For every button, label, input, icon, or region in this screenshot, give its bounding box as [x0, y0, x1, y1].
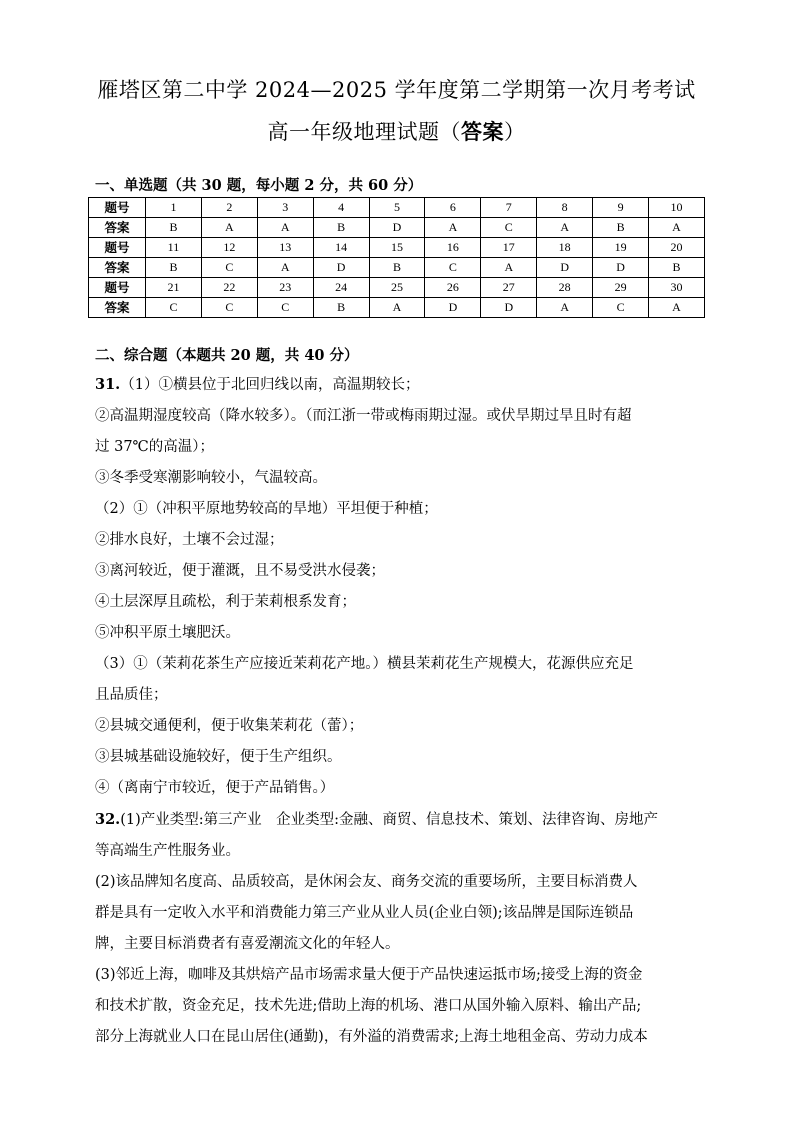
question-number-label-cell: 题号	[89, 198, 146, 218]
question-number-cell: 28	[537, 278, 593, 298]
question-number-cell: 29	[593, 278, 649, 298]
answer-cell: A	[481, 258, 537, 278]
q31-line: ②县城交通便利，便于收集茉莉花（蕾）；	[95, 718, 364, 734]
question-number-cell: 19	[593, 238, 649, 258]
question-number-cell: 5	[369, 198, 425, 218]
section2-heading: 二、综合题（本题共 20 题，共 40 分）	[95, 347, 359, 364]
answer-cell: A	[257, 218, 313, 238]
q32-number: 32.	[95, 811, 121, 828]
answer-cell: C	[257, 298, 313, 318]
q31-line: ⑤冲积平原土壤肥沃。	[95, 625, 240, 641]
question-number-cell: 25	[369, 278, 425, 298]
answer-cell: A	[369, 298, 425, 318]
answer-cell: A	[201, 218, 257, 238]
q31-line: ④（离南宁市较近，便于产品销售。）	[95, 780, 335, 796]
question-number-label-cell: 题号	[89, 278, 146, 298]
q32-line: 和技术扩散，资金充足，技术先进;借助上海的机场、港口从国外输入原料、输出产品;	[95, 998, 642, 1014]
q31-number: 31.	[95, 376, 121, 393]
answer-cell: D	[593, 258, 649, 278]
question-number-cell: 18	[537, 238, 593, 258]
question-number-cell: 26	[425, 278, 481, 298]
question-number-row	[89, 238, 705, 258]
question-number-cell: 16	[425, 238, 481, 258]
answer-cell: D	[425, 298, 481, 318]
q31-line: （2）①（冲积平原地势较高的旱地）平坦便于种植；	[95, 501, 438, 517]
section1-heading: 一、单选题（共 30 题，每小题 2 分，共 60 分）	[95, 177, 423, 194]
question-number-label-cell: 题号	[89, 238, 146, 258]
answer-cell: C	[593, 298, 649, 318]
answer-cell: D	[481, 298, 537, 318]
question-number-cell: 1	[146, 198, 202, 218]
q31-line: 31.（1）①横县位于北回归线以南，高温期较长；	[95, 376, 420, 393]
question-number-cell: 4	[313, 198, 369, 218]
answer-cell: B	[313, 218, 369, 238]
question-number-cell: 13	[257, 238, 313, 258]
question-number-cell: 12	[201, 238, 257, 258]
answer-row	[89, 298, 705, 318]
question-number-cell: 9	[593, 198, 649, 218]
answer-cell: B	[313, 298, 369, 318]
question-number-cell: 2	[201, 198, 257, 218]
q32-line: 等高端生产性服务业。	[95, 843, 240, 859]
question-number-cell: 20	[649, 238, 705, 258]
answer-label-cell: 答案	[89, 218, 146, 238]
answer-body	[95, 369, 707, 1053]
question-number-cell: 11	[146, 238, 202, 258]
subtitle-suffix: ）	[504, 120, 526, 144]
question-number-cell: 14	[313, 238, 369, 258]
question-number-cell: 8	[537, 198, 593, 218]
question-number-cell: 27	[481, 278, 537, 298]
answer-cell: C	[425, 258, 481, 278]
answer-cell: D	[537, 258, 593, 278]
question-number-cell: 23	[257, 278, 313, 298]
q32-line: 32.(1)产业类型:第三产业 企业类型:金融、商贸、信息技术、策划、法律咨询、房地产	[95, 811, 659, 828]
question-number-cell: 30	[649, 278, 705, 298]
q32-line: 群是具有一定收入水平和消费能力第三产业从业人员(企业白领);该品牌是国际连锁品	[95, 905, 634, 921]
q32-line: (3)邻近上海，咖啡及其烘焙产品市场需求量大便于产品快速运抵市场;接受上海的资金	[95, 967, 643, 983]
answer-cell: B	[369, 258, 425, 278]
answer-label-cell: 答案	[89, 298, 146, 318]
answer-cell: A	[649, 298, 705, 318]
q31-line: 且品质佳；	[95, 687, 168, 703]
question-number-cell: 3	[257, 198, 313, 218]
answer-cell: B	[649, 258, 705, 278]
q31-line: ②高温期湿度较高（降水较多）。（而江浙一带或梅雨期过湿。或伏旱期过旱且时有超	[95, 408, 632, 424]
q31-line: ④土层深厚且疏松，利于茉莉根系发育；	[95, 594, 356, 610]
question-number-row	[89, 198, 705, 218]
answer-cell: B	[593, 218, 649, 238]
question-number-cell: 10	[649, 198, 705, 218]
answer-cell: B	[146, 218, 202, 238]
question-number-cell: 15	[369, 238, 425, 258]
question-number-cell: 24	[313, 278, 369, 298]
answer-cell: C	[146, 298, 202, 318]
answer-cell: D	[369, 218, 425, 238]
q31-line: 过 37℃的高温）；	[95, 439, 215, 455]
answer-cell: C	[201, 258, 257, 278]
answer-cell: A	[537, 298, 593, 318]
answer-row	[89, 218, 705, 238]
answer-row	[89, 258, 705, 278]
answer-cell: A	[425, 218, 481, 238]
q32-line: 牌，主要目标消费者有喜爱潮流文化的年轻人。	[95, 936, 400, 952]
question-number-cell: 21	[146, 278, 202, 298]
q31-line: ③离河较近，便于灌溉，且不易受洪水侵袭；	[95, 563, 385, 579]
question-number-cell: 17	[481, 238, 537, 258]
answer-cell: C	[201, 298, 257, 318]
q31-line: ②排水良好，土壤不会过湿；	[95, 532, 284, 548]
subtitle-prefix: 高一年级地理试题（	[267, 120, 461, 144]
exam-subtitle	[0, 118, 793, 146]
question-number-cell: 22	[201, 278, 257, 298]
answer-cell: A	[537, 218, 593, 238]
q32-line: (2)该品牌知名度高、品质较高，是休闲会友、商务交流的重要场所，主要目标消费人	[95, 874, 638, 890]
exam-title: 雁塔区第二中学 2024—2025 学年度第二学期第一次月考考试	[97, 78, 696, 102]
question-number-row	[89, 278, 705, 298]
q31-line: （3）①（茉莉花茶生产应接近茉莉花产地。）横县茉莉花生产规模大，花源供应充足	[95, 656, 634, 672]
answer-cell: B	[146, 258, 202, 278]
question-number-cell: 7	[481, 198, 537, 218]
answer-table	[88, 197, 705, 318]
q31-line: ③县城基础设施较好，便于生产组织。	[95, 749, 342, 765]
q31-line: ③冬季受寒潮影响较小，气温较高。	[95, 470, 327, 486]
answer-cell: A	[649, 218, 705, 238]
subtitle-answer-word: 答案	[461, 119, 504, 144]
answer-cell: A	[257, 258, 313, 278]
answer-cell: D	[313, 258, 369, 278]
answer-label-cell: 答案	[89, 258, 146, 278]
answer-cell: C	[481, 218, 537, 238]
q32-line: 部分上海就业人口在昆山居住(通勤)，有外溢的消费需求;上海土地租金高、劳动力成本	[95, 1029, 648, 1045]
question-number-cell: 6	[425, 198, 481, 218]
